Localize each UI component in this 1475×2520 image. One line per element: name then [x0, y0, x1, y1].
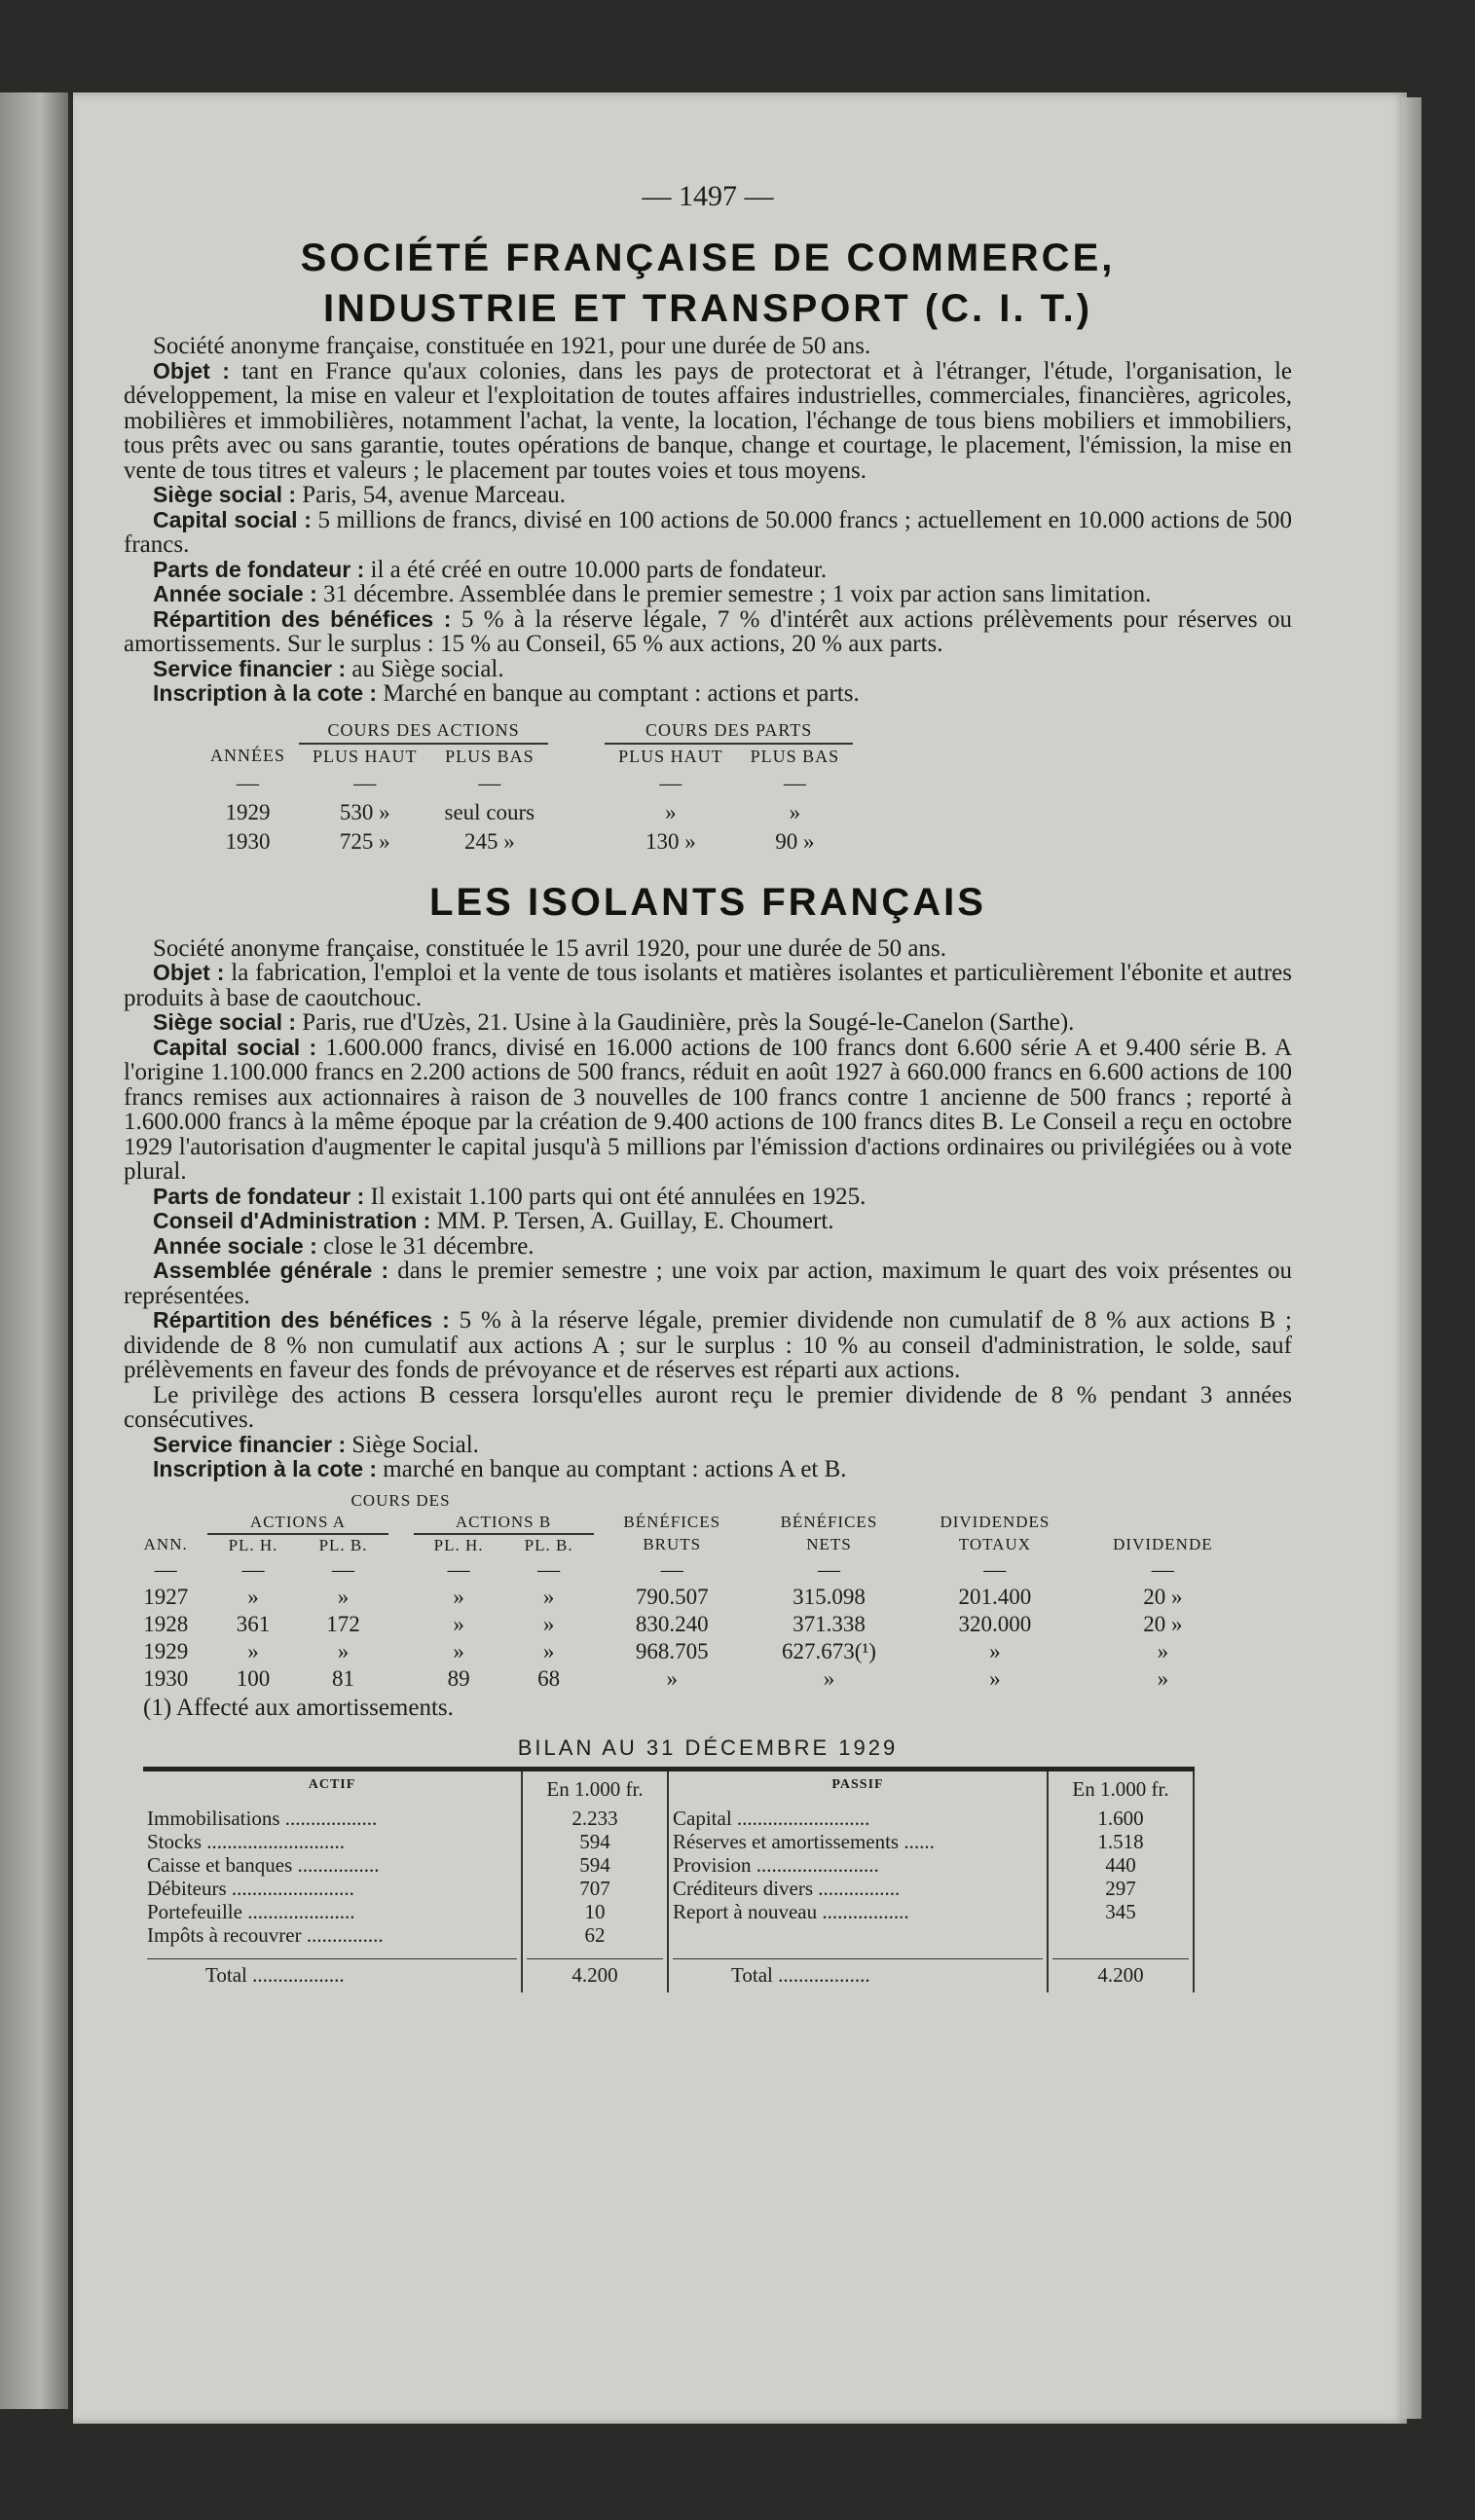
passif-label: Réserves et amortissements ...... [673, 1829, 935, 1853]
iso-annee: Année sociale : close le 31 décembre. [153, 1232, 535, 1260]
table-cell: 530 » [339, 799, 390, 824]
dash: — [983, 1556, 1007, 1582]
dash: — [447, 1556, 470, 1582]
iso-group-actions-a: ACTIONS A [207, 1512, 387, 1534]
dash: — [783, 770, 806, 795]
table-cell: » [337, 1638, 350, 1663]
table-cell: 1928 [143, 1611, 189, 1636]
dash: — [237, 770, 259, 795]
table-cell: 371.338 [793, 1611, 866, 1636]
iso-h-a-plb: PL. B. [318, 1535, 368, 1554]
iso-privilege: Le privilège des actions B cessera lorsqu'elles auront reçu le premier dividende de 8 % pendant 3 années consécutives. [124, 1381, 1292, 1433]
table-cell: 968.705 [635, 1638, 709, 1663]
table-row [124, 1638, 1243, 1665]
table-cell: » [665, 799, 677, 824]
cit-h-parts-bas: PLUS BAS [750, 746, 840, 766]
iso-h-dividende: DIVIDENDE [1113, 1535, 1213, 1553]
iso-conseil: Conseil d'Administration : MM. P. Tersen, A. Guillay, E. Choumert. [153, 1208, 834, 1234]
table-cell: 100 [236, 1665, 271, 1691]
actif-value: 10 [584, 1899, 606, 1923]
iso-service: Service financier : Siège Social. [153, 1431, 479, 1458]
table-row [124, 1584, 1243, 1611]
passif-value: 297 [1105, 1876, 1136, 1900]
table-cell: » [666, 1665, 678, 1691]
actif-value: 62 [584, 1922, 606, 1947]
actif-heading: ACTIF [308, 1776, 356, 1792]
passif-unit: En 1.000 fr. [1072, 1776, 1169, 1801]
table-cell: » [337, 1584, 350, 1609]
passif-value: 345 [1105, 1899, 1136, 1923]
page-content [124, 180, 1292, 1992]
cit-cours-table [197, 718, 853, 857]
iso-h-ann: ANN. [143, 1535, 188, 1553]
left-page-edge [0, 92, 68, 2409]
table-cell: » [542, 1584, 555, 1609]
iso-h-benef-nets-1: BÉNÉFICES [780, 1513, 878, 1531]
iso-intro: Société anonyme française, constituée le 15 avril 1920, pour une durée de 50 ans. [153, 934, 947, 962]
table-cell: » [453, 1584, 464, 1609]
cit-h-parts-haut: PLUS HAUT [618, 746, 723, 766]
table-cell: 20 » [1143, 1584, 1183, 1609]
table-cell: » [789, 799, 801, 824]
iso-cours-des: COURS DES [350, 1490, 451, 1510]
bilan-table [143, 1771, 1195, 1992]
table-cell: 1930 [225, 828, 271, 854]
book-page [73, 92, 1407, 2424]
dash: — [659, 770, 682, 795]
iso-h-div-tot-2: TOTAUX [958, 1535, 1032, 1553]
table-cell: » [823, 1665, 835, 1691]
table-row [197, 827, 853, 857]
table-cell: 245 » [463, 828, 515, 854]
actif-value: 2.233 [572, 1806, 618, 1830]
table-cell: 725 » [339, 828, 390, 854]
iso-siege: Siège social : Paris, rue d'Uzès, 21. Usine à la Gaudinière, près la Sougé-le-Canelon (Sarthe). [153, 1009, 1075, 1036]
passif-value: 1.600 [1097, 1806, 1144, 1830]
table-cell: 1927 [143, 1584, 189, 1609]
passif-heading: PASSIF [831, 1776, 884, 1792]
bilan-title: BILAN AU 31 DÉCEMBRE 1929 [517, 1735, 899, 1760]
table-cell: 1930 [143, 1665, 189, 1691]
passif-total: 4.200 [1052, 1958, 1189, 1987]
table-cell: » [542, 1638, 555, 1663]
table-row [197, 798, 853, 827]
actif-label: Débiteurs ........................ [147, 1876, 354, 1900]
table-cell: » [247, 1638, 259, 1663]
iso-group-actions-b: ACTIONS B [414, 1512, 594, 1534]
table-cell: seul cours [444, 799, 535, 824]
cit-siege: Siège social : Paris, 54, avenue Marceau. [153, 482, 566, 508]
cit-h-actions-haut: PLUS HAUT [313, 746, 418, 766]
cit-h-actions-bas: PLUS BAS [445, 746, 535, 766]
dash: — [1151, 1556, 1174, 1582]
cit-service: Service financier : au Siège social. [153, 655, 504, 682]
dash: — [353, 770, 377, 795]
dash: — [537, 1556, 561, 1582]
table-cell: » [542, 1611, 555, 1636]
iso-repartition: Répartition des bénéfices : 5 % à la réserve légale, premier dividende non cumulatif de 8 % aux actions B ; dividende de 8 % non cumulatif aux actions A ; sur le surplus : 10 % au conseil d'administration, le solde, sauf prélèvements en faveur des fonds de prévoyance et de réserves est réparti aux actions. [124, 1307, 1292, 1383]
iso-assemblee: Assemblée générale : dans le premier semestre ; une voix par action, maximum le quart des voix présentes ou représentées. [124, 1258, 1292, 1309]
table-cell: 81 [332, 1665, 355, 1691]
table-row [124, 1665, 1243, 1693]
cit-parts: Parts de fondateur : il a été créé en outre 10.000 parts de fondateur. [153, 556, 828, 583]
page-number: — 1497 — [642, 180, 774, 212]
actif-label: Stocks ........................... [147, 1829, 346, 1853]
bilan-passif [669, 1771, 1195, 1992]
table-cell: 90 » [775, 828, 815, 854]
cit-h-annees: ANNÉES [210, 746, 285, 765]
table-cell: 130 » [645, 828, 696, 854]
iso-h-benef-nets-2: NETS [806, 1535, 852, 1553]
actif-value: 594 [579, 1829, 610, 1853]
table-cell: » [1157, 1638, 1169, 1663]
actif-unit: En 1.000 fr. [546, 1776, 644, 1801]
table-cell: » [989, 1638, 1001, 1663]
iso-cours-table [124, 1490, 1243, 1693]
passif-label: Provision ........................ [673, 1852, 879, 1877]
actif-label: Caisse et banques ................ [147, 1852, 380, 1877]
cit-annee: Année sociale : 31 décembre. Assemblée dans le premier semestre ; 1 voix par action sans limitation. [153, 581, 1152, 607]
table-cell: » [989, 1665, 1001, 1691]
passif-label: Capital .......................... [673, 1806, 870, 1830]
cit-group-actions: COURS DES ACTIONS [299, 718, 548, 744]
actif-value: 594 [579, 1852, 610, 1877]
passif-label: Créditeurs divers ................ [673, 1876, 901, 1900]
table-cell: » [247, 1584, 259, 1609]
cit-capital: Capital social : 5 millions de francs, divisé en 100 actions de 50.000 francs ; actuellement en 10.000 actions de 500 francs. [124, 506, 1293, 558]
passif-value: 1.518 [1097, 1829, 1144, 1853]
cit-inscription: Inscription à la cote : Marché en banque au comptant : actions et parts. [153, 680, 860, 707]
cit-title-line1: SOCIÉTÉ FRANÇAISE DE COMMERCE, [300, 237, 1116, 279]
iso-parts: Parts de fondateur : Il existait 1.100 parts qui ont été annulées en 1925. [153, 1183, 867, 1210]
table-cell: 1929 [143, 1638, 189, 1663]
footnote: (1) Affecté aux amortissements. [143, 1694, 454, 1721]
right-page-edge [1402, 97, 1421, 2419]
actif-total-label: Total .................. [147, 1958, 517, 1987]
table-cell: » [1157, 1665, 1169, 1691]
table-cell: 790.507 [635, 1584, 709, 1609]
cit-objet: Objet : tant en France qu'aux colonies, dans les pays de protectorat et à l'étranger, l'étude, l'organisation, le développement, la mise en valeur et l'exploitation de toutes affaires industrielles, commerciales, financières, agricoles, mobilières et immobilières, notamment l'achat, la vente, la location, l'échange de tous biens mobiliers et immobiliers, tous prêts avec ou sans garantie, toutes opérations de banque, change et courtage, le placement, l'émission, la mise en vente de tous titres et valeurs ; le placement par toutes voies et tous moyens. [124, 357, 1292, 484]
cit-repartition: Répartition des bénéfices : 5 % à la réserve légale, 7 % d'intérêt aux actions prélèvements pour réserves ou amortissements. Sur le surplus : 15 % au Conseil, 65 % aux actions, 20 % aux parts. [124, 605, 1293, 657]
actif-label: Portefeuille ..................... [147, 1899, 355, 1923]
table-cell: 172 [326, 1611, 360, 1636]
dash: — [478, 770, 501, 795]
table-cell: 1929 [225, 799, 271, 824]
table-cell: 627.673(¹) [781, 1638, 876, 1663]
table-cell: 89 [447, 1665, 470, 1691]
isolants-title: LES ISOLANTS FRANÇAIS [429, 880, 986, 924]
passif-label: Report à nouveau ................. [673, 1899, 909, 1923]
table-cell: 361 [236, 1611, 271, 1636]
table-cell: 315.098 [793, 1584, 866, 1609]
passif-total-label: Total .................. [673, 1958, 1043, 1987]
cit-intro: Société anonyme française, constituée en 1921, pour une durée de 50 ans. [153, 333, 871, 359]
iso-h-b-plh: PL. H. [433, 1535, 484, 1554]
actif-value: 707 [579, 1876, 610, 1900]
dash: — [660, 1556, 683, 1582]
iso-h-a-plh: PL. H. [228, 1535, 278, 1554]
table-cell: » [453, 1611, 464, 1636]
actif-label: Immobilisations .................. [147, 1806, 378, 1830]
table-cell: 20 » [1143, 1611, 1183, 1636]
dash: — [154, 1556, 177, 1582]
cit-title-line2: INDUSTRIE ET TRANSPORT (C. I. T.) [322, 287, 1093, 330]
table-cell: 201.400 [958, 1584, 1032, 1609]
iso-inscription: Inscription à la cote : marché en banque au comptant : actions A et B. [153, 1456, 847, 1482]
bilan-actif [143, 1771, 669, 1992]
iso-objet: Objet : la fabrication, l'emploi et la vente de tous isolants et matières isolantes et particulièrement l'ébonite et autres produits à base de caoutchouc. [124, 960, 1293, 1011]
table-row [124, 1611, 1243, 1638]
table-cell: 830.240 [635, 1611, 709, 1636]
iso-h-benef-bruts-2: BRUTS [643, 1535, 702, 1553]
iso-h-b-plb: PL. B. [524, 1535, 573, 1554]
dash: — [332, 1556, 355, 1582]
actif-label: Impôts à recouvrer ............... [147, 1922, 384, 1947]
actif-total: 4.200 [527, 1958, 663, 1987]
table-cell: 320.000 [958, 1611, 1032, 1636]
iso-h-benef-bruts-1: BÉNÉFICES [623, 1513, 721, 1531]
passif-value: 440 [1105, 1852, 1136, 1877]
dash: — [817, 1556, 840, 1582]
iso-capital: Capital social : 1.600.000 francs, divisé en 16.000 actions de 100 francs dont 6.600 série A et 9.400 série B. A l'origine 1.100.000 francs en 2.200 actions de 500 francs, réduit en août 1927 à 660.000 francs en 6.600 actions de 100 francs remises aux actionnaires à raison de 3 nouvelles de 100 francs contre 1 ancienne de 500 francs ; reporté à 1.600.000 francs à la même époque par la création de 9.400 actions de 100 francs dites B. Le Conseil a reçu en octobre 1929 l'autorisation d'augmenter le capital jusqu'à 5 millions par l'émission d'actions ordinaires ou privilégiées ou à vote plural. [124, 1034, 1293, 1185]
dash: — [241, 1556, 265, 1582]
table-cell: » [453, 1638, 464, 1663]
table-cell: 68 [537, 1665, 561, 1691]
iso-h-div-tot-1: DIVIDENDES [940, 1513, 1051, 1531]
cit-group-parts: COURS DES PARTS [605, 718, 853, 744]
